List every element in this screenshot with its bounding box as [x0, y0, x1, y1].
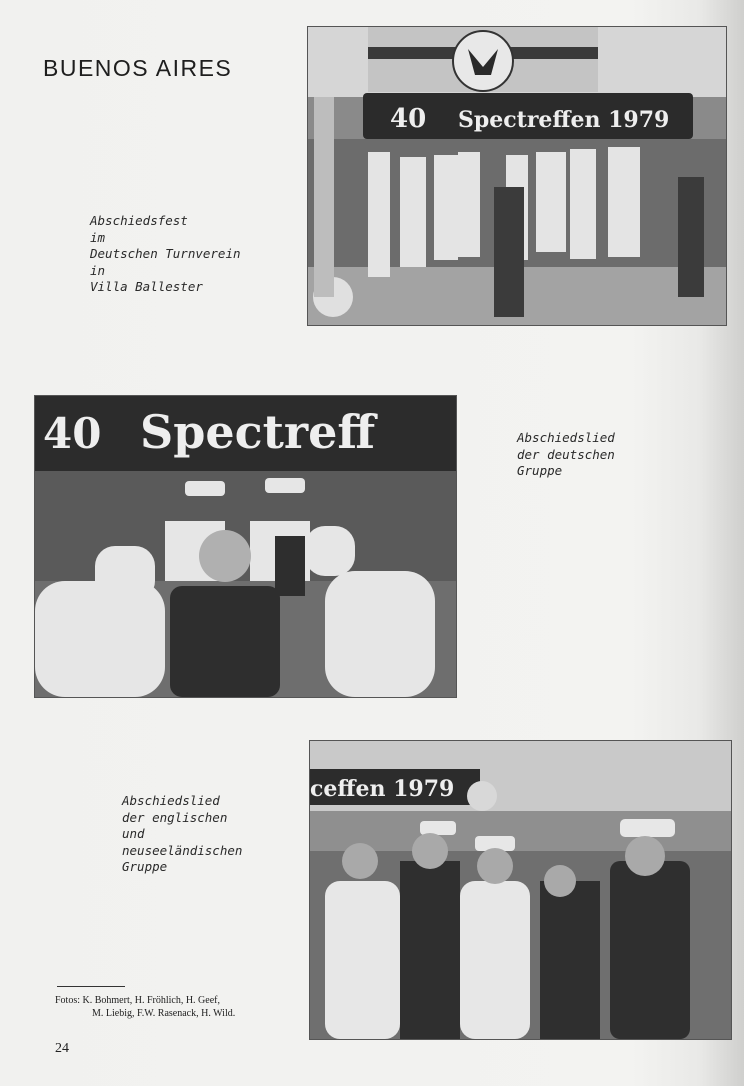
caption-line: Deutschen Turnverein [90, 246, 241, 261]
page-number: 24 [55, 1041, 69, 1056]
credits-line-2: M. Liebig, F.W. Rasenack, H. Wild. [92, 1007, 236, 1019]
caption-line: und [122, 826, 145, 841]
caption-line: Gruppe [122, 859, 168, 874]
caption-line: Villa Ballester [90, 279, 203, 294]
credits-line-1: Fotos: K. Bohmert, H. Fröhlich, H. Geef, [55, 995, 220, 1006]
caption-line: Gruppe [517, 463, 563, 478]
banner-number: 40 [43, 409, 102, 458]
caption-line: Abschiedsfest [90, 213, 188, 228]
photo-stage-choir [307, 26, 727, 326]
caption-line: Abschiedslied [517, 430, 615, 445]
banner-text: ceffen 1979 [310, 776, 455, 802]
caption-line: in [90, 262, 106, 278]
caption-line: neuseeländischen [122, 842, 243, 858]
caption-line: der englischen [122, 809, 228, 825]
photo-credits [55, 995, 235, 1020]
photo-stage-choir-image [308, 27, 726, 325]
caption-photo-2 [517, 430, 615, 480]
banner-text: Spectreffen 1979 [458, 107, 670, 133]
caption-line: im [90, 229, 106, 245]
photo-english-nz-group-image [310, 741, 731, 1039]
photo-german-group [34, 395, 457, 698]
caption-line: der deutschen [517, 446, 615, 462]
banner-text: Spectreff [140, 405, 376, 459]
banner-number: 40 [390, 104, 427, 134]
photo-german-group-image [35, 396, 456, 697]
caption-photo-1 [90, 213, 241, 296]
page-title: BUENOS AIRES [43, 55, 233, 81]
photo-english-nz-group [309, 740, 732, 1040]
caption-photo-3 [122, 793, 242, 876]
caption-line: Abschiedslied [122, 793, 220, 808]
credits-divider [57, 986, 125, 987]
